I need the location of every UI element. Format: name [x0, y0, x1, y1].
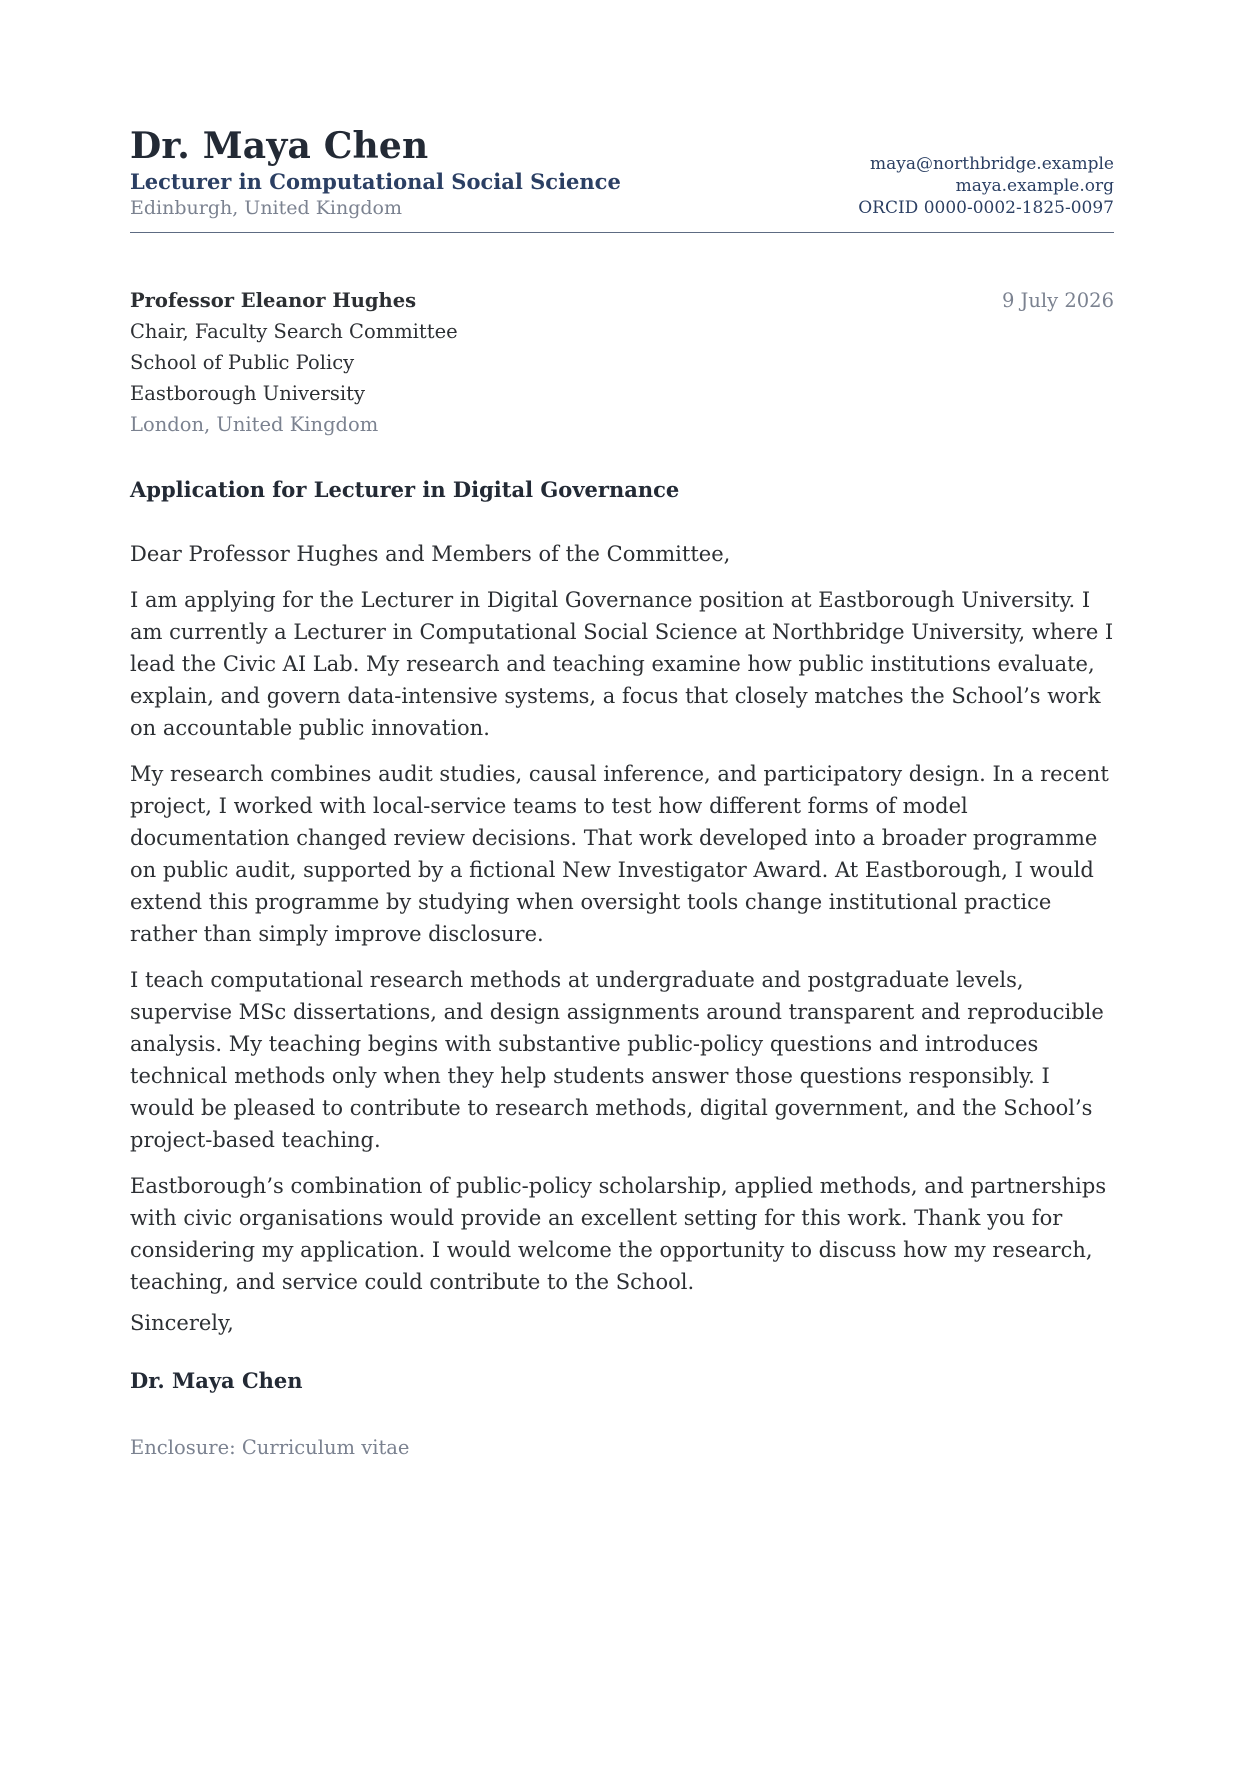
letter-body: [130, 538, 1114, 1312]
body-paragraph: I am applying for the Lecturer in Digital Governance position at Eastborough University. I am currently a Lecturer in Computational Social Science at Northbridge University, where I lead the Civic AI Lab. My research and teaching examine how public institutions evaluate, explain, and govern data-intensive systems, a focus that closely matches the School’s work on accountable public innovation.: [130, 588, 1114, 740]
body-paragraph: Eastborough’s combination of public-policy scholarship, applied methods, and partnerships with civic organisations would provide an excellent setting for this work. Thank you for considering my application. I would welcome the opportunity to discuss how my research, teaching, and service could contribute to the School.: [130, 1174, 1107, 1294]
sender-location: Edinburgh, United Kingdom: [130, 197, 403, 219]
signature: Dr. Maya Chen: [130, 1368, 303, 1393]
recipient-title: Chair, Faculty Search Committee: [130, 320, 458, 343]
letter-subject: Application for Lecturer in Digital Governance: [130, 477, 680, 502]
recipient-university: Eastborough University: [130, 382, 365, 405]
body-paragraph: I teach computational research methods at undergraduate and postgraduate levels, supervise MSc dissertations, and design assignments around transparent and reproducible analysis. My teaching begins with substantive public-policy questions and introduces technical methods only when they help students answer those questions responsibly. I would be pleased to contribute to research methods, digital government, and the School’s project-based teaching.: [130, 968, 1104, 1152]
sender-role: Lecturer in Computational Social Science: [130, 169, 621, 194]
closing: Sincerely,: [130, 1311, 234, 1335]
recipient-school: School of Public Policy: [130, 351, 355, 374]
sender-name: Dr. Maya Chen: [130, 125, 429, 167]
letter-date: 9 July 2026: [1001, 289, 1114, 312]
sender-email[interactable]: maya@northbridge.example: [869, 154, 1114, 174]
recipient-block: [130, 285, 458, 440]
body-paragraph: My research combines audit studies, causal inference, and participatory design. In a recent project, I worked with local-service teams to test how different forms of model documentation changed review decisions. That work developed into a broader programme on public audit, supported by a fictional New Investigator Award. At Eastborough, I would extend this programme by studying when oversight tools change institutional practice rather than simply improve disclosure.: [130, 762, 1109, 946]
sender-orcid: ORCID 0000-0002-1825-0097: [858, 198, 1114, 218]
enclosure-note: Enclosure: Curriculum vitae: [130, 1436, 410, 1459]
sender-website[interactable]: maya.example.org: [955, 176, 1114, 196]
recipient-name: Professor Eleanor Hughes: [130, 289, 417, 312]
sender-contact: [858, 153, 1114, 219]
letterhead: [130, 124, 1114, 233]
salutation: Dear Professor Hughes and Members of the Committee,: [130, 542, 731, 566]
recipient-location: London, United Kingdom: [130, 413, 379, 436]
